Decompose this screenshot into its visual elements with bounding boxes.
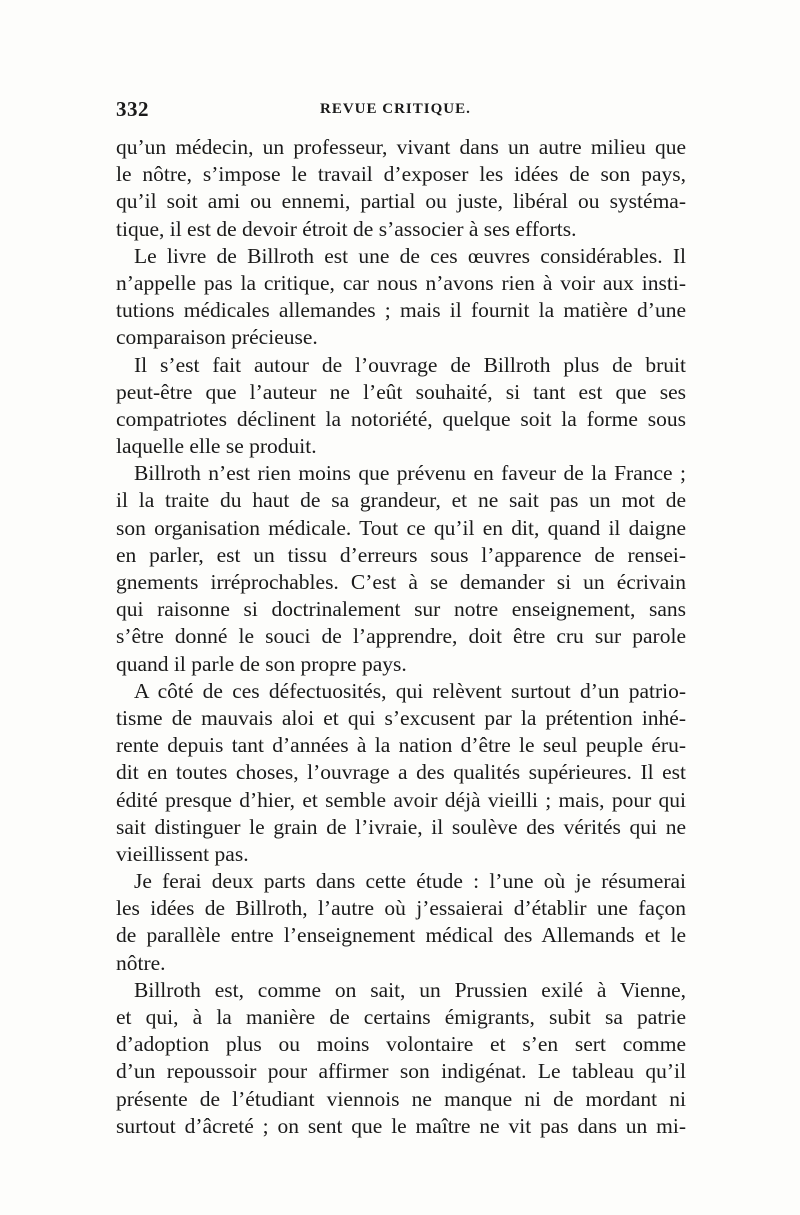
text-line: Billroth n’est rien moins que prévenu en faveur de la France ;	[134, 461, 686, 486]
text-line: gnements irréprochables. C’est à se demander si un écrivain	[116, 570, 686, 594]
running-title: REVUE CRITIQUE.	[320, 101, 471, 117]
text-line: Je ferai deux parts dans cette étude : l’une où je résumerai	[134, 869, 686, 894]
text-line: tisme de mauvais aloi et qui s’excusent par la prétention inhé-	[116, 705, 686, 730]
page-number: 332	[116, 97, 149, 121]
text-line: son organisation médicale. Tout ce qu’il en dit, quand il daigne	[116, 515, 686, 540]
text-line: rente depuis tant d’années à la nation d’être le seul peuple éru-	[116, 733, 686, 758]
text-line: Il s’est fait autour de l’ouvrage de Billroth plus de bruit	[134, 352, 686, 377]
text-line: A côté de ces défectuosités, qui relèvent surtout d’un patrio-	[134, 678, 686, 703]
text-line: vieillissent pas.	[116, 841, 249, 866]
text-line: en parler, est un tissu d’erreurs sous l’apparence de rensei-	[116, 542, 686, 567]
text-line: nôtre.	[116, 950, 166, 975]
text-line: le nôtre, s’impose le travail d’exposer les idées de son pays,	[116, 162, 686, 187]
body-text	[116, 134, 686, 1140]
text-line: présente de l’étudiant viennois ne manque ni de mordant ni	[116, 1086, 686, 1111]
text-line: laquelle elle se produit.	[116, 434, 317, 459]
text-line: et qui, à la manière de certains émigrants, subit sa patrie	[116, 1005, 686, 1029]
text-line: Billroth est, comme on sait, un Prussien exilé à Vienne,	[134, 977, 686, 1002]
text-line: il la traite du haut de sa grandeur, et ne sait pas un mot de	[116, 488, 686, 513]
text-line: qui raisonne si doctrinalement sur notre enseignement, sans	[116, 597, 686, 622]
text-line: d’adoption plus ou moins volontaire et s’en sert comme	[116, 1032, 686, 1057]
text-line: tique, il est de devoir étroit de s’associer à ses efforts.	[116, 216, 577, 241]
text-line: compatriotes déclinent la notoriété, quelque soit la forme sous	[116, 406, 686, 431]
text-line: quand il parle de son propre pays.	[116, 651, 407, 676]
text-line: dit en toutes choses, l’ouvrage a des qualités supérieures. Il est	[116, 760, 686, 785]
text-line: qu’un médecin, un professeur, vivant dans un autre milieu que	[116, 135, 686, 159]
text-line: s’être donné le souci de l’apprendre, doit être cru sur parole	[116, 624, 686, 649]
text-line: d’un repoussoir pour affirmer son indigénat. Le tableau qu’il	[116, 1059, 686, 1084]
page-header	[116, 97, 684, 125]
text-line: peut-être que l’auteur ne l’eût souhaité, si tant est que ses	[116, 379, 686, 404]
text-line: comparaison précieuse.	[116, 325, 318, 350]
text-line: édité presque d’hier, et semble avoir déjà vieilli ; mais, pour qui	[116, 787, 686, 812]
text-line: Le livre de Billroth est une de ces œuvres considérables. Il	[134, 243, 686, 268]
text-line: n’appelle pas la critique, car nous n’avons rien à voir aux insti-	[116, 270, 686, 295]
text-line: sait distinguer le grain de l’ivraie, il soulève des vérités qui ne	[116, 814, 686, 839]
text-line: de parallèle entre l’enseignement médical des Allemands et le	[116, 923, 686, 948]
text-line: les idées de Billroth, l’autre où j’essaierai d’établir une façon	[116, 896, 686, 921]
text-line: qu’il soit ami ou ennemi, partial ou juste, libéral ou systéma-	[116, 189, 686, 214]
text-line: surtout d’âcreté ; on sent que le maître ne vit pas dans un mi-	[116, 1113, 686, 1138]
text-line: tutions médicales allemandes ; mais il fournit la matière d’une	[116, 298, 686, 323]
